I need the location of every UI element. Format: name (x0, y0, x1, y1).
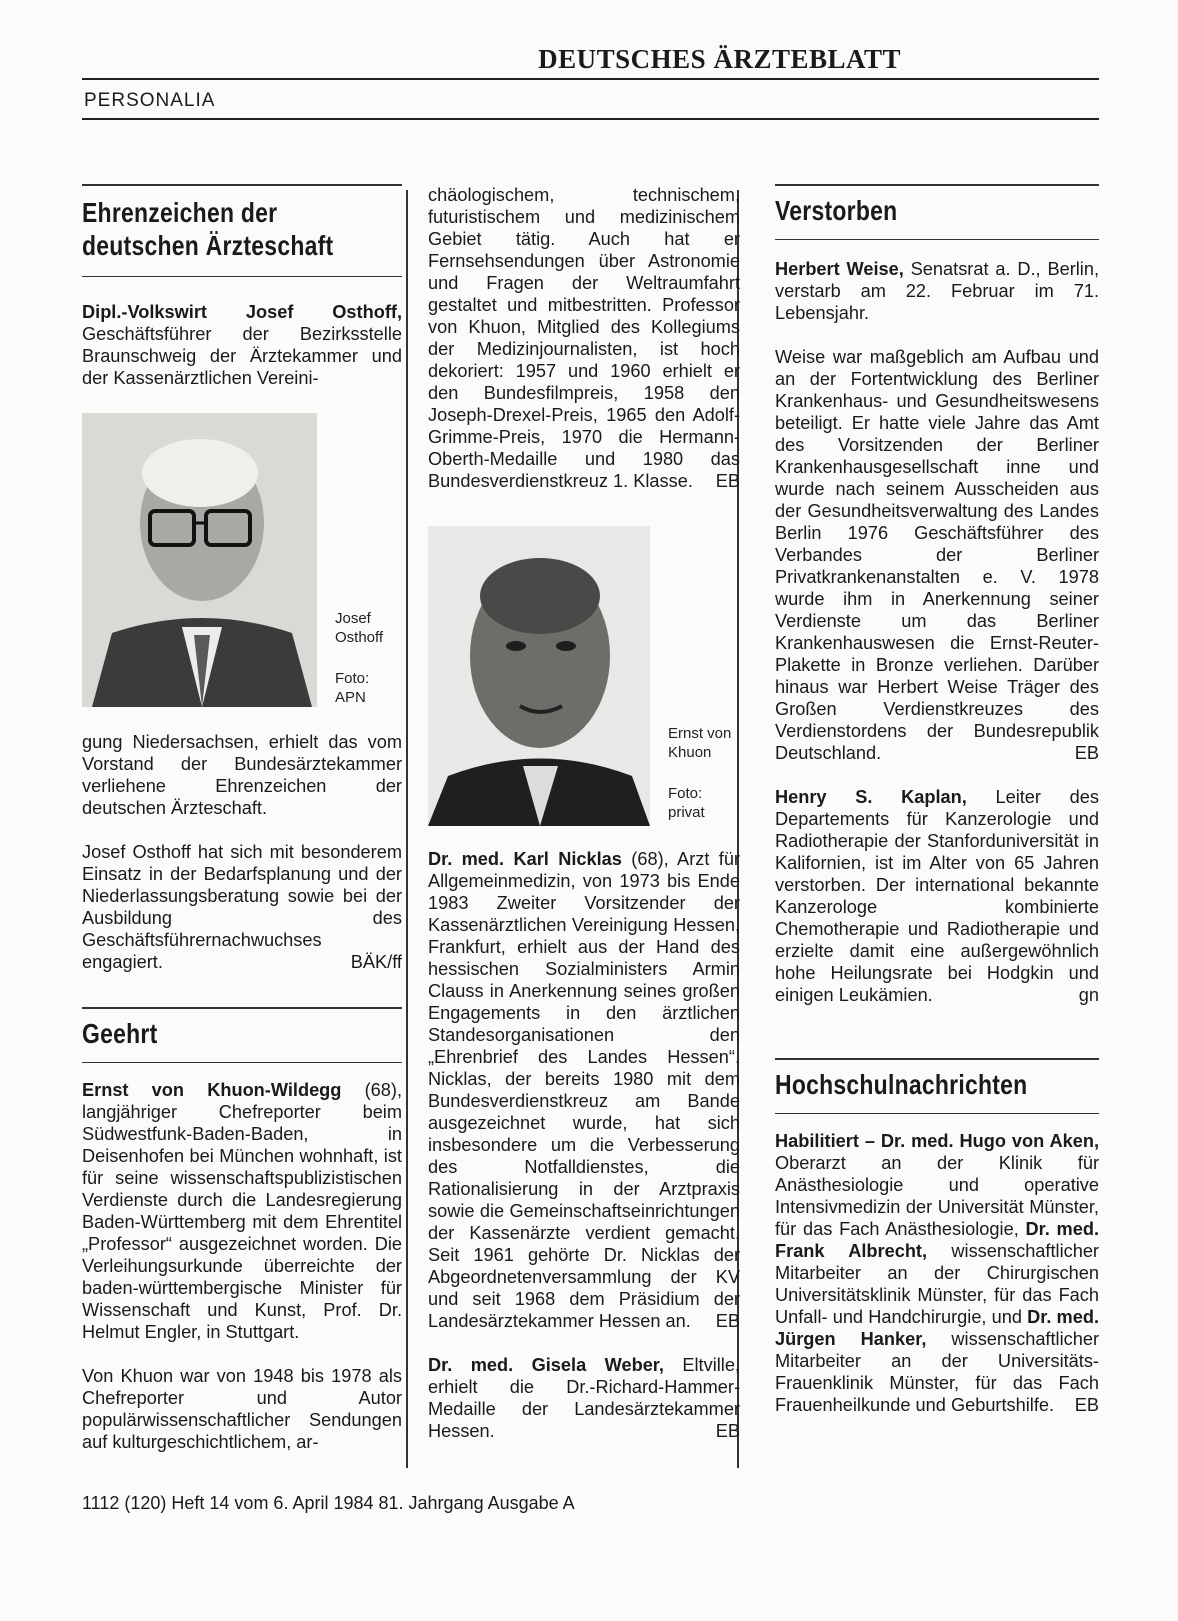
heading-rule (82, 1062, 402, 1064)
heading-rule (82, 276, 402, 278)
author-signature: EB (1074, 1395, 1099, 1415)
caption-line: Foto: (335, 670, 370, 687)
person-name: Dr. med. Jürgen Hanker, (775, 1307, 1100, 1349)
article-text: (68), langjähriger Chefreporter beim Südwestfunk-Baden-Baden, in Deisenhofen bei München wohnhaft, ist für seine wissenschaftspublizistischen Verdienste durch die Landesregierung Baden-Württemberg mit dem Ehrentitel „Professor“ ausgezeichnet worden. Die Verleihungsurkunde überreichte der baden-württembergische Minister für Wissenschaft und Kunst, Prof. Dr. Helmut Engler, in Stuttgart. (82, 1080, 402, 1342)
section-rule (82, 118, 1099, 120)
photo-credit-khuon (668, 784, 705, 822)
article-khuon-2: Von Khuon war von 1948 bis 1978 als Chefreporter und Autor populärwissenschaftlicher Sendungen auf kulturgeschichtlichem, ar- (82, 1366, 402, 1452)
article-text: wissenschaftlicher Mitarbeiter an der Universitäts-Frauenklinik Münster, für das Fach Frauenheilkunde und Geburtshilfe. (775, 1329, 1099, 1415)
photo-caption-khuon (668, 724, 731, 762)
masthead: DEUTSCHES ÄRZTEBLATT (538, 44, 901, 74)
section-label: PERSONALIA (84, 90, 216, 111)
photo-block-osthoff (82, 413, 402, 731)
person-name: Herbert Weise, (775, 259, 904, 279)
heading-line: deutschen Ärzteschaft (82, 229, 334, 261)
heading-hochschulnachrichten: Hochschulnachrichten (775, 1068, 1028, 1100)
heading-rule (775, 184, 1099, 186)
article-khuon-continued (428, 184, 740, 492)
article-text: chäologischem, technischem, futuristischem und medizinischem Gebiet tätig. Auch hat er Fernsehsendungen über Astronomie und Fragen der Weltraumfahrt gestaltet und mitbestritten. Professor von Khuon, Mitglied des Kollegiums der Medizinjournalisten, ist hoch dekoriert: 1957 und 1960 erhielt er den Bundesfilmpreis, 1958 den Joseph-Drexel-Preis, 1965 den Adolf-Grimme-Preis, 1970 die Hermann-Oberth-Medaille und 1980 das Bundesverdienstkreuz 1. Klasse. (428, 185, 740, 491)
person-name: Dr. med. Karl Nicklas (428, 849, 622, 869)
article-text: Leiter des Departements für Kanzerologie und Radiotherapie der Stanforduniversität in Kalifornien, ist im Alter von 65 Jahren verstorben. Der international bekannte Kanzerologe kombinierte Chemotherapie und Radiotherapie und erzielte damit eine außergewöhnlich hohe Heilungsrate bei Hodgkin und einigen Leukämien. (775, 787, 1099, 1005)
heading-rule (775, 1113, 1099, 1115)
article-text: Weise war maßgeblich am Aufbau und an der Fortentwicklung des Berliner Krankenhaus- und Gesundheitswesens beteiligt. Er hatte viele Jahre das Amt des Vorsitzenden der Berliner Krankenhausgesellschaft inne und wurde nach seinem Ausscheiden aus der Gesundheitsverwaltung des Landes Berlin 1976 Geschäftsführer des Verbandes der Berliner Privatkrankenanstalten e. V. 1978 wurde ihm in Anerkennung seiner Verdienste um das Berliner Krankenhauswesen die Ernst-Reuter-Plakette in Bronze verliehen. Darüber hinaus war Herbert Weise Träger des Großen Verdienstkreuzes des Verdienstordens der Bundesrepublik Deutschland. (775, 347, 1099, 763)
photo-ernst-von-khuon (428, 526, 650, 826)
author-signature: EB (715, 1421, 740, 1441)
photo-josef-osthoff (82, 413, 317, 707)
caption-line: privat (668, 804, 705, 821)
column-1 (82, 184, 402, 1453)
column-2 (428, 184, 740, 1442)
article-text: Eltville, erhielt die Dr.-Richard-Hammer-Medaille der Landesärztekammer Hessen. (428, 1355, 740, 1441)
photo-caption-osthoff (335, 609, 383, 647)
article-weber (428, 1354, 740, 1442)
heading-line: Ehrenzeichen der (82, 196, 278, 228)
caption-line: Ernst von (668, 725, 732, 742)
column-3 (775, 184, 1099, 1416)
masthead-rule (82, 78, 1099, 80)
heading-geehrt: Geehrt (82, 1017, 158, 1049)
caption-line: Josef (335, 610, 371, 627)
author-signature: EB (1074, 743, 1099, 763)
author-signature: gn (1078, 985, 1099, 1005)
page-footer: 1112 (120) Heft 14 vom 6. April 1984 81. Jahrgang Ausgabe A (82, 1493, 575, 1513)
caption-line: Foto: (668, 785, 703, 802)
article-kaplan (775, 786, 1099, 1006)
article-text: Oberarzt an der Klinik für Anästhesiologie und operative Intensivmedizin der Universität Münster, für das Fach Anästhesiologie, (775, 1153, 1099, 1239)
heading-rule (82, 184, 402, 186)
author-signature: BÄK/ff (350, 952, 402, 972)
author-signature: EB (715, 471, 740, 491)
caption-line: APN (335, 689, 366, 706)
article-text: (68), Arzt für Allgemeinmedizin, von 1973 bis Ende 1983 Zweiter Vorsitzender der Kassenärztlichen Vereinigung Hessen, Frankfurt, erhielt aus der Hand des hessischen Sozialministers Armin Clauss in Anerkennung seines großen Engagements in den ärztlichen Standesorganisationen den „Ehrenbrief des Landes Hessen“. Nicklas, der bereits 1980 mit dem Bundesverdienstkreuz am Bande ausgezeichnet wurde, hat sich insbesondere um die Verbesserung des Notfalldienstes, die Rationalisierung in der Arztpraxis sowie die Gemeinschaftseinrichtungen der Kassenärzte verdient gemacht. Seit 1961 gehörte Dr. Nicklas der Abgeordnetenversammlung der KV und seit 1968 dem Präsidium der Landesärztekammer Hessen an. (428, 849, 740, 1331)
person-name: Ernst von Khuon-Wildegg (82, 1080, 342, 1100)
heading-rule (775, 1058, 1099, 1060)
photo-credit-osthoff (335, 669, 369, 707)
article-text: Senatsrat a. D., Berlin, verstarb am 22. Februar im 71. Lebensjahr. (775, 259, 1099, 323)
person-name: Henry S. Kaplan, (775, 787, 967, 807)
person-name: Dr. med. Gisela Weber, (428, 1355, 664, 1375)
article-nicklas (428, 848, 740, 1332)
article-osthoff-body: gung Niedersachsen, erhielt das vom Vorstand der Bundesärztekammer verliehene Ehrenzeichen der deutschen Ärzteschaft. (82, 732, 402, 818)
heading-rule (82, 1007, 402, 1009)
author-signature: EB (715, 1311, 740, 1331)
article-osthoff-intro (82, 301, 402, 389)
article-habilitiert (775, 1130, 1099, 1416)
caption-line: Osthoff (335, 629, 384, 646)
article-text: Geschäftsführer der Bezirksstelle Braunschweig der Ärztekammer und der Kassenärztlichen Vereini- (82, 324, 402, 388)
heading-verstorben: Verstorben (775, 194, 898, 226)
heading-ehrenzeichen (82, 196, 344, 262)
person-name: Habilitiert – Dr. med. Hugo von Aken, (775, 1131, 1099, 1151)
article-text: Josef Osthoff hat sich mit besonderem Einsatz in der Bedarfsplanung und der Niederlassungsberatung sowie bei der Ausbildung des Geschäftsführernachwuchses engagiert. (82, 842, 402, 972)
photo-block-khuon (428, 526, 740, 848)
article-khuon (82, 1079, 402, 1343)
person-name: Dr. med. Frank Albrecht, (775, 1219, 1099, 1261)
article-weise-intro (775, 258, 1099, 324)
article-text: wissenschaftlicher Mitarbeiter an der Chirurgischen Universitätsklinik Münster, für das Fach Unfall- und Handchirurgie, und (775, 1241, 1099, 1327)
article-osthoff-body-2 (82, 841, 402, 973)
person-name: Dipl.-Volkswirt Josef Osthoff, (82, 302, 402, 322)
heading-rule (775, 239, 1099, 241)
column-divider-1 (406, 190, 408, 1468)
caption-line: Khuon (668, 744, 712, 761)
article-weise-body (775, 346, 1099, 764)
